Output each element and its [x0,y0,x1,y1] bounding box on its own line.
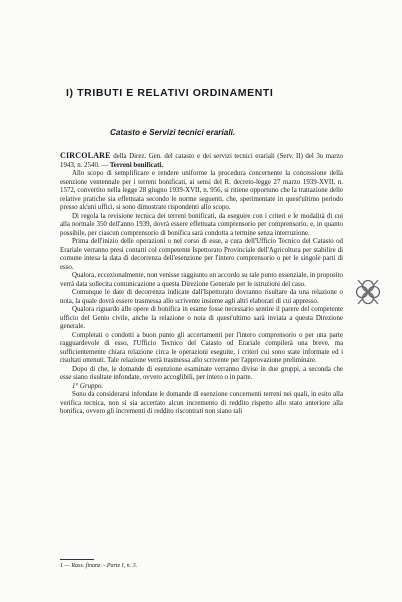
footnote-divider [60,559,94,560]
paragraph: Qualora, eccezionalmente, non venisse raggiunto un accordo su tale punto essenziale, in proposito verrà data sollecita comunicazione a questa Direzione Generale per le istruzioni del caso. [60,272,343,288]
paragraph: Allo scopo di semplificare e rendere uniforme la procedura concernente la concessione della esenzione ventennale per i terreni bonificati, ai sensi del R. decreto-legge 27 marzo 1939-XVII, n. 1572, convertito nella legge 28 giugno 1939-XVII, n. 956, si ritiene opportuno che la trattazione delle relative pratiche sia effettuata secondo le norme seguenti, che, sperimentate in quest'ultimo periodo presso alcuni uffici, si sono dimostrate rispondenti allo scopo. [60,170,343,211]
gruppo-heading: 1° Gruppo. [72,382,104,390]
paragraph: Completati o condotti a buon punto gli accertamenti per l'intero comprensorio o per una parte ragguardevole di esso, l'Ufficio Tecnico del Catasto od Erariale compilerà una breve, ma sufficientemente chiara relazione circa le operazioni eseguite, i criteri cui sono state informate ed i risultati ottenuti. Tale relazione verrà trasmessa allo scrivente per l'approvazione preliminare. [60,331,343,364]
circolare-subject: Terreni bonificati. [108,161,164,169]
paragraph: Dopo di che, le domande di esenzione esaminate verranno divise in due gruppi, a seconda che esse siano risultate infondate, ovvero accoglibili, per intero o in parte. [60,365,343,381]
body-text [60,152,343,417]
section-title: I) TRIBUTI E RELATIVI ORDINAMENTI [66,87,274,99]
footnote: 1 — Rass. finanz. - Parte I, n. 3. [60,563,138,569]
paragraph: Comunque le date di decorrenza indicate dall'Ispettorato dovranno risultare da una relazione o nota, la quale dovrà essere trasmessa allo scrivente insieme agli altri elaborati di cui appresso. [60,289,343,305]
library-stamp-icon [351,275,385,309]
paragraph: Qualora riguardo alle opere di bonifica in esame fosse necessario sentire il parere del competente ufficio del Genio civile, anche la relazione o nota di quest'ultimo sarà inviata a questa Direzione generale. [60,306,343,330]
circolare-reference: della Direz. Gen. del catasto e dei servizi tecnici erariali (Serv. II) del 3o marzo 1943, n. 2540. — [60,153,343,169]
circolare-heading: CIRCOLARE [60,151,111,160]
paragraph: Di regola la revisione tecnica dei terreni bonificati, da eseguire con i criteri e le modalità di cui alla normale 350 dell'anno 1939, dovrà essere effettuata comprensorio per comprensorio, e, in quanto possibile, per ciascun comprensorio di bonifica sarà condotta a termine senza interruzione. [60,212,343,237]
paragraph: Sono da considerarsi infondate le domande di esenzione concernenti terreni nei quali, in esito alla verifica tecnica, non si sia accertato alcun incremento di reddito rispetto allo stato anteriore alla bonifica, ovvero gli incrementi di reddito riscontrati non siano tali [60,391,343,415]
paragraph: Prima dell'inizio delle operazioni o nel corso di esse, a cura dell'Ufficio Tecnico del Catasto od Erariale verranno presi contatti col competente Ispettorato Provinciale dell'Agricoltura per stabilire di comune intesa la data di decorrenza dell'esenzione per l'intero comprensorio o per le singole parti di esso. [60,238,343,271]
circolare-intro [60,152,343,170]
subtitle: Catasto e Servizi tecnici erariali. [110,128,236,137]
